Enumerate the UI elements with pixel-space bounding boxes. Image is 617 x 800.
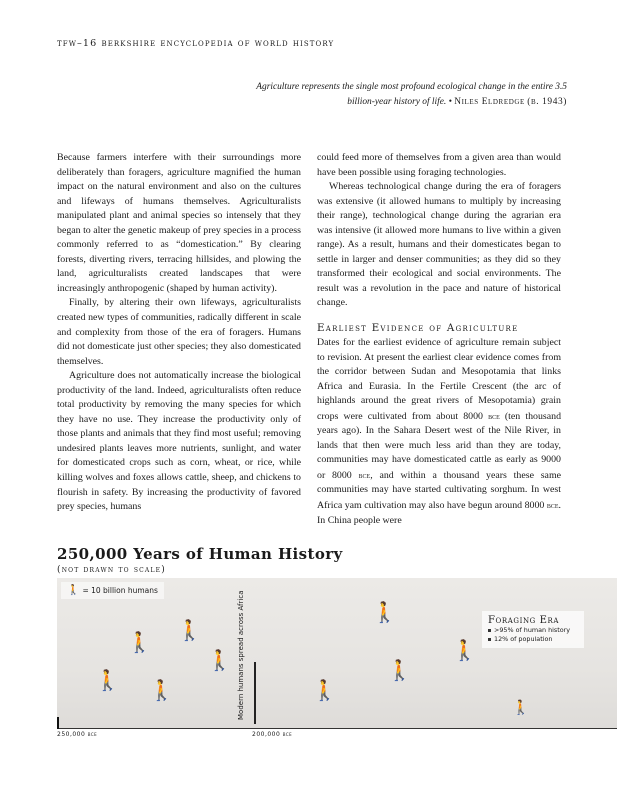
walking-figure-icon: 🚶 — [127, 632, 152, 654]
walking-figure-icon: 🚶 — [387, 660, 412, 682]
era-stat — [488, 635, 578, 644]
tick-label: 200,000 bce — [252, 731, 293, 738]
paragraph — [317, 336, 561, 528]
walking-figure-icon: 🚶 — [149, 680, 174, 702]
walking-figure-icon: 🚶 — [512, 701, 530, 716]
walking-figure-icon: 🚶 — [207, 650, 232, 672]
epigraph — [237, 80, 567, 109]
right-column — [317, 151, 561, 528]
era-abbrev: bce — [358, 469, 371, 480]
tick-label: 250,000 bce — [57, 731, 98, 738]
era-abbrev: bce — [546, 500, 559, 511]
epigraph-author: Niles Eldredge — [454, 96, 525, 107]
text-run: (ten thousand years ago). In the Sahara Desert west of the Nile River, in lands that then were much less arid than they are today, communities may have domesticated cattle as early as 9000 or 8000 — [317, 410, 562, 481]
running-head: tfw–16 berkshire encyclopedia of world history — [57, 38, 335, 49]
paragraph: Whereas technological change during the era of foragers was extensive (it allowed humans to multiply by increasing their range), technological change during the agrarian era was intensive (it allowed more humans to live within a given range). As a result, humans and their domesticates began to settle in larger and denser communities; as they did so they transformed their ecological and social environments. The result was a revolution in the pace and nature of historical change. — [317, 181, 561, 309]
legend-label: = 10 billion humans — [82, 586, 158, 595]
epigraph-dates: (b. 1943) — [527, 96, 567, 107]
migration-label: Modern humans spread across Africa — [237, 590, 245, 720]
era-box — [482, 611, 584, 648]
left-column — [57, 151, 301, 515]
paragraph: Agriculture does not automatically increase the biological productivity of the land. Indeed, agriculturalists often reduce total productivity by removing the many species for which they have no use. They increase the productivity only of those plants and animals that they find most useful; removing undesired plants leaves more nutrients, sunlight, and water for domesticated crops such as corn, wheat, or rice, while killing wolves and foxes allows cattle, sheep, and chickens to flourish in safety. By increasing the productivity of favored prey species, humans — [57, 370, 301, 513]
timeline-tick — [57, 717, 59, 729]
human-figure-icon: 🚶 — [67, 585, 80, 596]
text-run: , and within a thousand years these same communities may have started cultivating sorghum. In west Africa yam cultivation may also have begun around 8000 — [317, 469, 562, 512]
epigraph-bullet: • — [448, 96, 452, 107]
walking-figure-icon: 🚶 — [372, 602, 397, 624]
paragraph: could feed more of themselves from a given area than would have been possible using foraging technologies. — [317, 152, 561, 178]
era-title: Foraging Era — [488, 615, 560, 626]
timeline-subtitle: (not drawn to scale) — [57, 565, 166, 575]
bullet-icon — [488, 629, 491, 632]
text-run: Dates for the earliest evidence of agriculture remain subject to revision. At present the earliest clear evidence comes from the corridor between Sudan and Mesopotamia that links Africa and Eurasia. In the Fertile Crescent (the arc of highlands around the great rivers of Mesopotamia) grain crops were cultivated from about 8000 — [317, 337, 561, 422]
paragraph: Because farmers interfere with their surroundings more deliberately than foragers, agriculture magnified the human impact on the natural environment and also on the cultures and lifeways of humans themselves. Agriculturalists manipulated plant and animal species so intensely that they began to alter the genetic makeup of prey species in a process commonly referred to as “domestication.” By clearing forests, diverting rivers, terracing hillsides, and plowing the land, agriculturalists created landscapes that were increasingly anthropogenic (shaped by human activity). — [57, 152, 301, 294]
epigraph-quote: Agriculture represents the single most profound ecological change in the entire 3.5 billion-year history of life. — [256, 82, 567, 107]
timeline-axis — [57, 728, 617, 729]
walking-figure-icon: 🚶 — [177, 620, 202, 642]
era-stat — [488, 626, 578, 635]
bullet-icon — [488, 638, 491, 641]
section-heading: Earliest Evidence of Agriculture — [317, 323, 519, 335]
paragraph: Finally, by altering their own lifeways, agriculturalists created new types of communities, radically different in scale and complexity from those of the era of foragers. Humans did not domesticate just other species; they also domesticated themselves. — [57, 297, 301, 367]
walking-figure-icon: 🚶 — [312, 680, 337, 702]
text-run: . In China people were — [317, 500, 562, 526]
era-stat-text: 12% of population — [494, 635, 553, 643]
era-abbrev: bce — [488, 410, 500, 421]
legend — [61, 582, 164, 599]
walking-figure-icon: 🚶 — [95, 670, 120, 692]
walking-figure-icon: 🚶 — [452, 640, 477, 662]
migration-marker — [254, 662, 256, 724]
era-stat-text: >95% of human history — [494, 626, 571, 634]
timeline-panel — [57, 578, 617, 728]
timeline-title: 250,000 Years of Human History — [57, 545, 343, 563]
